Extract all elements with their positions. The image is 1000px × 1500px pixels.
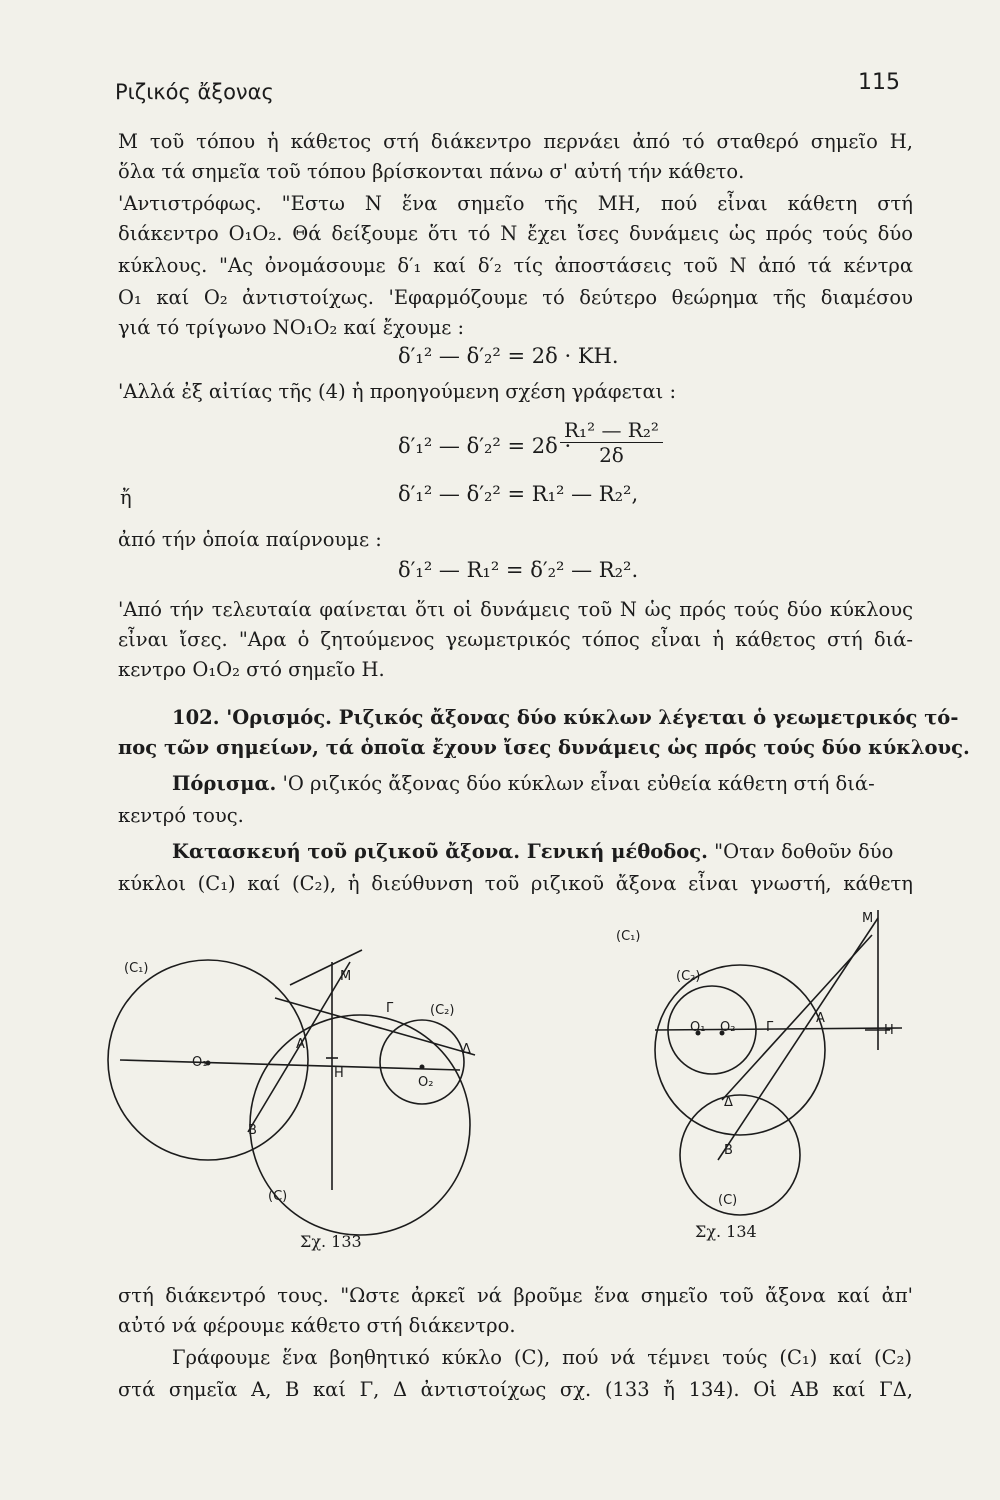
figure-133-caption: Σχ. 133 xyxy=(300,1232,362,1251)
circle-c2 xyxy=(380,1020,464,1104)
running-header: Ριζικός ἄξονας xyxy=(115,80,274,104)
text-line: ἀπό τήν ὁποία παίρνουμε : xyxy=(118,528,382,551)
fraction-denominator: 2δ xyxy=(599,443,624,467)
label-c1: (C₁) xyxy=(124,961,149,976)
text-line: κύκλους. "Ας ὀνομάσουμε δ′₁ καί δ′₂ τίς ἀποστάσεις τοῦ N ἀπό τά κέντρα xyxy=(118,254,913,277)
label-o1: O₁ xyxy=(690,1020,706,1035)
label-d: Δ xyxy=(724,1095,733,1110)
label-a: A xyxy=(296,1037,305,1052)
circle-c1 xyxy=(655,965,825,1135)
formula-median: δ′₁² — δ′₂² = 2δ · KH. xyxy=(398,344,619,368)
definition-text: Ριζικός ἄξονας δύο κύκλων λέγεται ὁ γεωμετρικός τό- xyxy=(338,706,959,729)
label-o2: O₂ xyxy=(418,1075,434,1090)
label-g: Γ xyxy=(766,1020,774,1035)
corollary-text: 'O ριζικός ἄξονας δύο κύκλων εἶναι εὐθεία κάθετη στή διά- xyxy=(282,772,875,795)
text-line: γιά τό τρίγωνο NO₁O₂ καί ἔχουμε : xyxy=(118,316,465,339)
label-d: Δ xyxy=(462,1042,471,1057)
figure-134-drawing xyxy=(616,900,920,1230)
figure-133 xyxy=(100,900,530,1240)
text-line: 'Αντιστρόφως. "Εστω N ἕνα σημεῖο τῆς MH, πού εἶναι κάθετη στή xyxy=(118,192,913,215)
formula-substitution: δ′₁² — δ′₂² = 2δ · xyxy=(398,434,572,458)
text-line: O₁ καί O₂ ἀντιστοίχως. 'Εφαρμόζουμε τό δεύτερο θεώρημα τῆς διαμέσου xyxy=(118,286,913,309)
formula-radii: δ′₁² — δ′₂² = R₁² — R₂², xyxy=(398,482,639,506)
label-c1: (C₁) xyxy=(616,929,641,944)
fraction xyxy=(560,418,663,467)
construction-line xyxy=(172,840,912,864)
text-line: 'Από τήν τελευταία φαίνεται ὅτι οἱ δυνάμεις τοῦ N ὡς πρός τούς δύο κύκλους xyxy=(118,598,913,621)
text-line: Γράφουμε ἕνα βοηθητικό κύκλο (C), πού νά τέμνει τούς (C₁) καί (C₂) xyxy=(172,1346,912,1369)
label-c2: (C₂) xyxy=(430,1003,455,1018)
label-b: B xyxy=(724,1143,733,1158)
text-line: εἶναι ἴσες. "Αρα ὁ ζητούμενος γεωμετρικός τόπος εἶναι ἡ κάθετος στή διά- xyxy=(118,628,913,651)
label-h: H xyxy=(334,1066,344,1081)
definition-line xyxy=(172,706,959,730)
text-line: M τοῦ τόπου ἡ κάθετος στή διάκεντρο περνάει ἀπό τό σταθερό σημεῖο H, xyxy=(118,130,913,153)
fraction-numerator: R₁² — R₂² xyxy=(560,418,663,443)
label-h: H xyxy=(884,1023,894,1038)
section-number: 102. xyxy=(172,706,220,729)
text-line: διάκεντρο O₁O₂. Θά δείξουμε ὅτι τό N ἔχει ἴσες δυνάμεις ὡς πρός τούς δύο xyxy=(118,222,913,245)
label-g: Γ xyxy=(386,1001,394,1016)
or-word: ἤ xyxy=(120,486,132,509)
corollary-label: Πόρισμα. xyxy=(172,772,277,795)
text-line: κεντρο O₁O₂ στό σημεῖο H. xyxy=(118,658,385,681)
label-c: (C) xyxy=(268,1189,288,1204)
corollary-line xyxy=(172,772,912,796)
circle-c xyxy=(680,1095,800,1215)
label-m: M xyxy=(862,911,874,926)
construction-line: κύκλοι (C₁) καί (C₂), ἡ διεύθυνση τοῦ ριζικοῦ ἄξονα εἶναι γνωστή, κάθετη xyxy=(118,872,913,895)
text-line: ὅλα τά σημεῖα τοῦ τόπου βρίσκονται πάνω σ' αὐτή τήν κάθετο. xyxy=(118,160,745,183)
figure-133-drawing xyxy=(100,900,530,1240)
line-gd xyxy=(722,935,872,1100)
definition-line: πος τῶν σημείων, τά ὁποῖα ἔχουν ἴσες δυνάμεις ὡς πρός τούς δύο κύκλους. xyxy=(118,736,970,759)
text-line: αὐτό νά φέρουμε κάθετο στή διάκεντρο. xyxy=(118,1314,516,1337)
label-o1: O₁ xyxy=(192,1055,208,1070)
text-line: στή διάκεντρό τους. "Ωστε ἀρκεῖ νά βροῦμε ἕνα σημεῖο τοῦ ἄξονα καί ἀπ' xyxy=(118,1284,913,1307)
label-c2: (C₂) xyxy=(676,969,701,984)
page-number: 115 xyxy=(858,70,900,95)
figure-134 xyxy=(616,900,920,1230)
formula-powers: δ′₁² — R₁² = δ′₂² — R₂². xyxy=(398,558,639,582)
label-m: M xyxy=(340,969,352,984)
construction-label: Κατασκευή τοῦ ριζικοῦ ἄξονα. Γενική μέθοδος. xyxy=(172,840,708,863)
text-line: 'Αλλά ἐξ αἰτίας τῆς (4) ἡ προηγούμενη σχέση γράφεται : xyxy=(118,380,677,403)
label-a: A xyxy=(816,1011,825,1026)
label-b: B xyxy=(248,1123,257,1138)
text-line: στά σημεῖα A, B καί Γ, Δ ἀντιστοίχως σχ. (133 ἤ 134). Οἱ AB καί ΓΔ, xyxy=(118,1378,913,1401)
figure-134-caption: Σχ. 134 xyxy=(695,1222,757,1241)
label-o2: O₂ xyxy=(720,1020,736,1035)
construction-text: "Oταν δοθοῦν δύο xyxy=(714,840,894,863)
label-c: (C) xyxy=(718,1193,738,1208)
corollary-line: κεντρό τους. xyxy=(118,804,244,827)
definition-label: 'Ορισμός. xyxy=(226,706,332,729)
